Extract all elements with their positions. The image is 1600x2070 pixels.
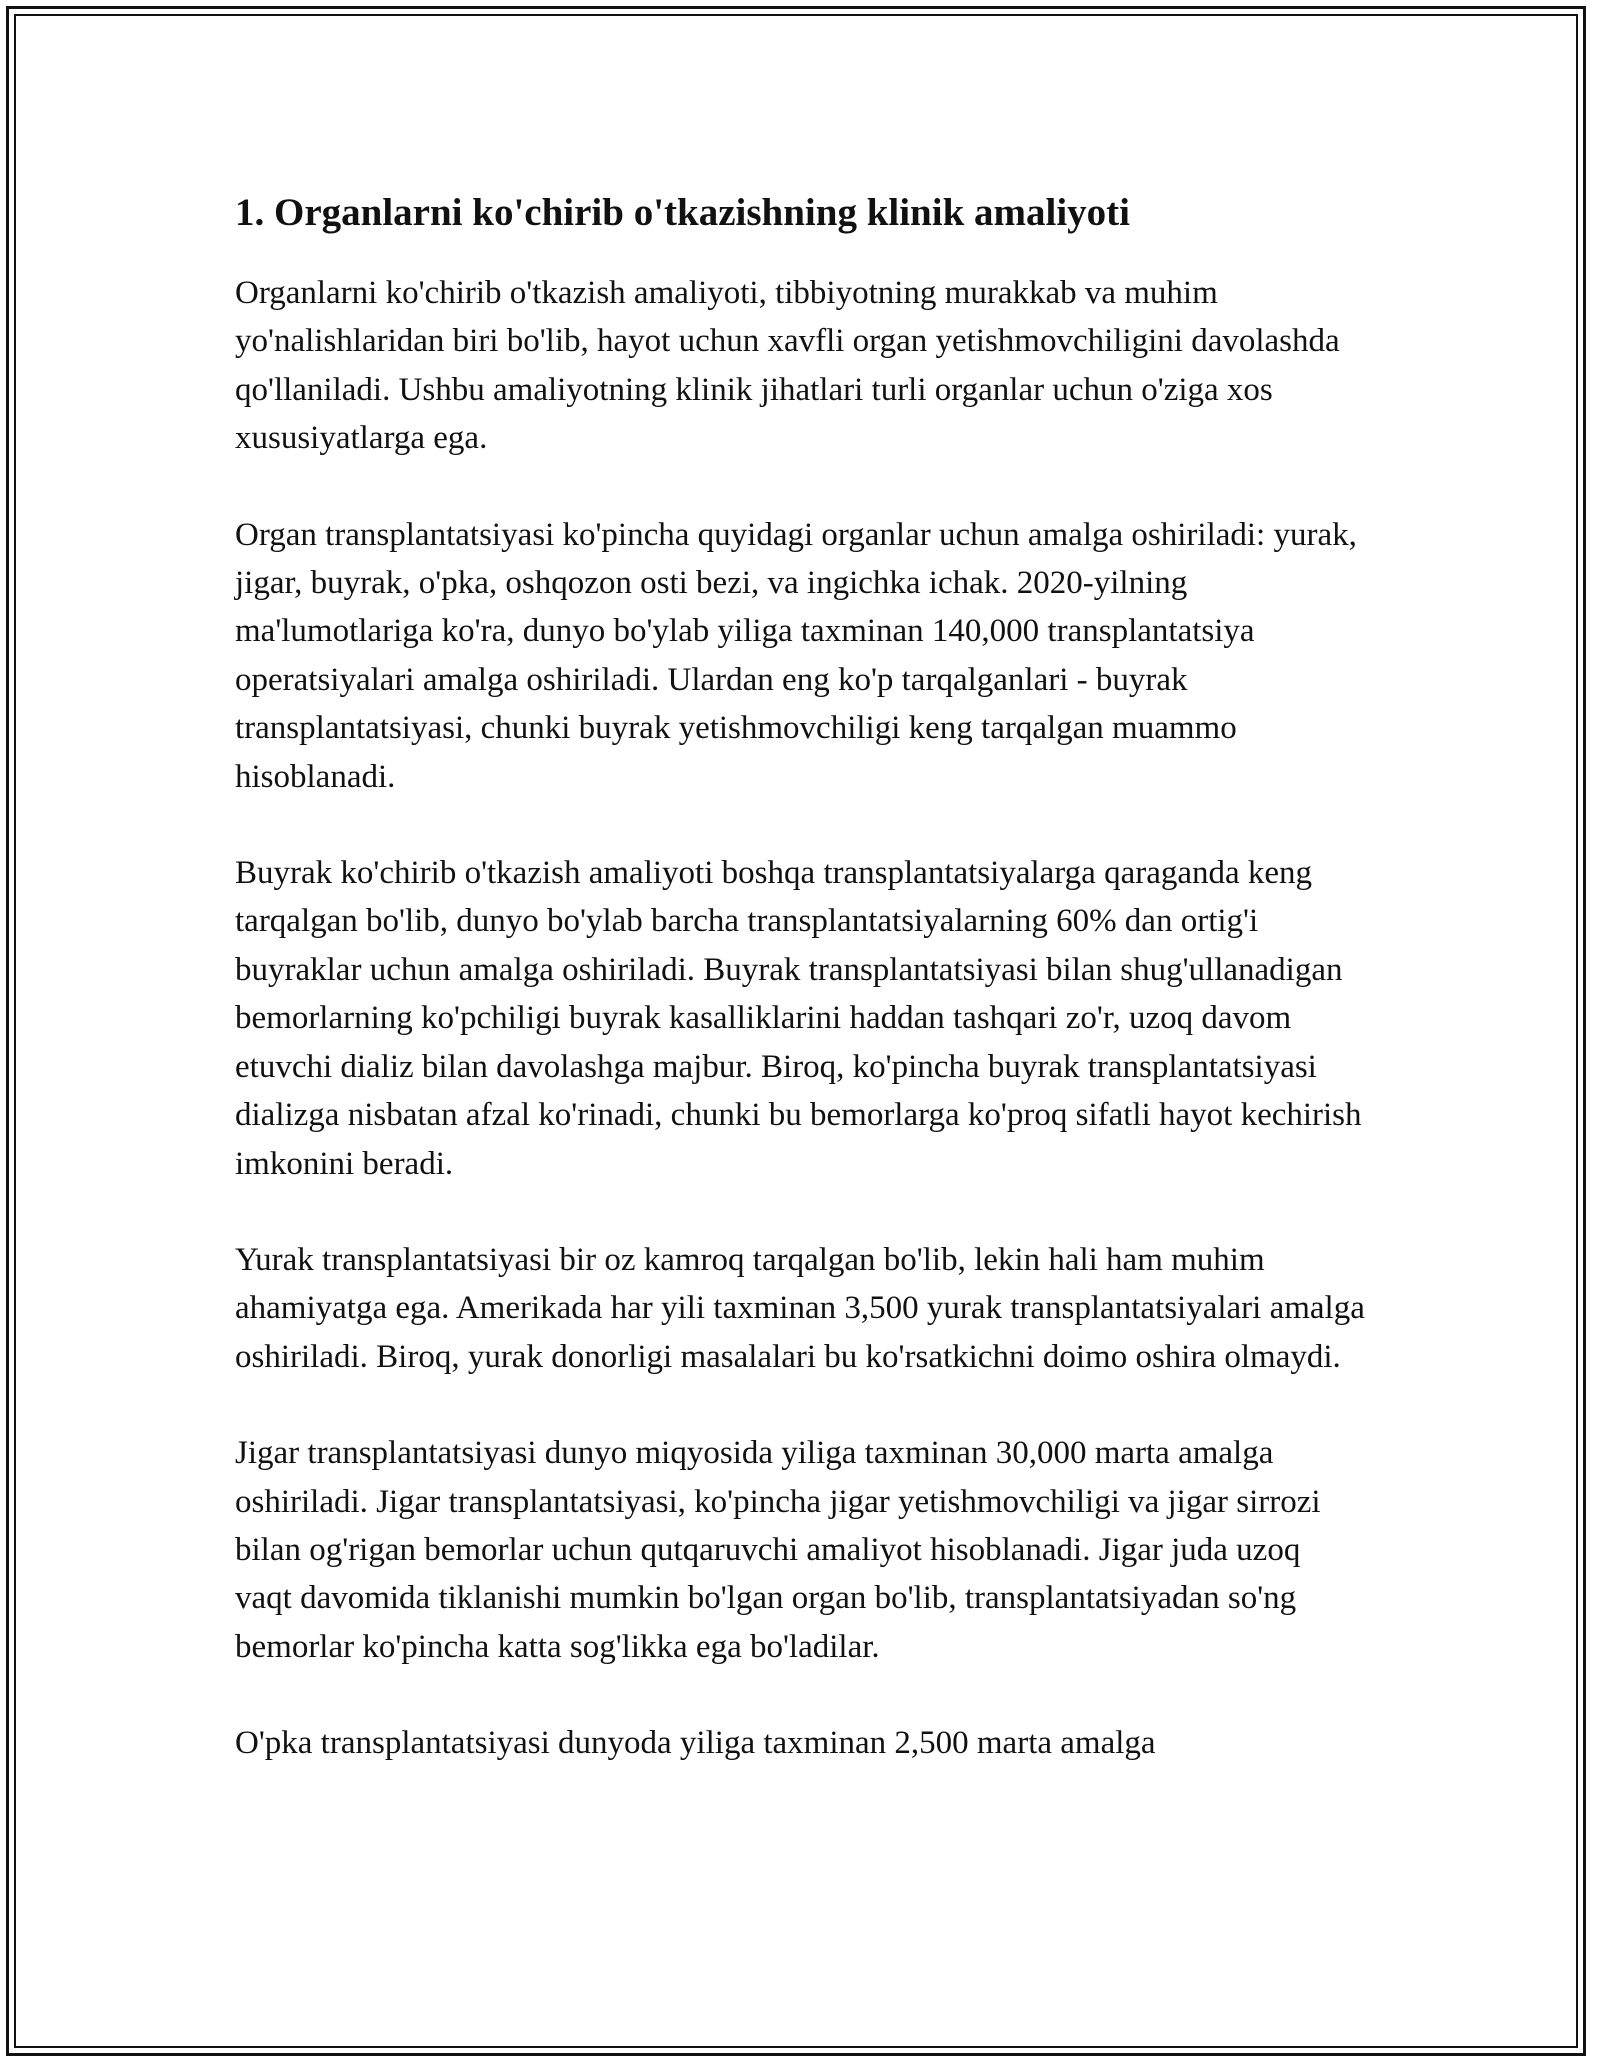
- paragraph-liver: Jigar transplantatsiyasi dunyo miqyosida yiliga taxminan 30,000 marta amalga oshiriladi. Jigar transplantatsiyasi, ko'pincha jigar yetishmovchiligi va jigar sirrozi bilan og'rigan bemorlar uchun qutqaruvchi amaliyot hisoblanadi. Jigar juda uzoq vaqt davomida tiklanishi mumkin bo'lgan organ bo'lib, transplantatsiyadan so'ng bemorlar ko'pincha katta sog'likka ega bo'ladilar.: [235, 1435, 1321, 1665]
- document-body: [235, 185, 1365, 1768]
- paragraph-lung: O'pka transplantatsiyasi dunyoda yiliga taxminan 2,500 marta amalga: [235, 1725, 1156, 1762]
- paragraph-organ-list: Organ transplantatsiyasi ko'pincha quyidagi organlar uchun amalga oshiriladi: yurak, jigar, buyrak, o'pka, oshqozon osti bezi, va ingichka ichak. 2020-yilning ma'lumotlariga ko'ra, dunyo bo'ylab yiliga taxminan 140,000 transplantatsiya operatsiyalari amalga oshiriladi. Ulardan eng ko'p tarqalganlari - buyrak transplantatsiyasi, chunki buyrak yetishmovchiligi keng tarqalgan muammo hisoblanadi.: [235, 516, 1357, 795]
- section-heading: 1. Organlarni ko'chirib o'tkazishning klinik amaliyoti: [235, 191, 1131, 234]
- paragraph-kidney: Buyrak ko'chirib o'tkazish amaliyoti boshqa transplantatsiyalarga qaraganda keng tarqalgan bo'lib, dunyo bo'ylab barcha transplantatsiyalarning 60% dan ortig'i buyraklar uchun amalga oshiriladi. Buyrak transplantatsiyasi bilan shug'ullanadigan bemorlarning ko'pchiligi buyrak kasalliklarini haddan tashqari zo'r, uzoq davom etuvchi dializ bilan davolashga majbur. Biroq, ko'pincha buyrak transplantatsiyasi dializga nisbatan afzal ko'rinadi, chunki bu bemorlarga ko'proq sifatli hayot kechirish imkonini beradi.: [235, 855, 1362, 1182]
- paragraph-intro: Organlarni ko'chirib o'tkazish amaliyoti, tibbiyotning murakkab va muhim yo'nalishlaridan biri bo'lib, hayot uchun xavfli organ yetishmovchiligini davolashda qo'llaniladi. Ushbu amaliyotning klinik jihatlari turli organlar uchun o'ziga xos xususiyatlarga ega.: [235, 275, 1340, 457]
- paragraph-heart: Yurak transplantatsiyasi bir oz kamroq tarqalgan bo'lib, lekin hali ham muhim ahamiyatga ega. Amerikada har yili taxminan 3,500 yurak transplantatsiyalari amalga oshiriladi. Biroq, yurak donorligi masalalari bu ko'rsatkichni doimo oshira olmaydi.: [235, 1241, 1365, 1375]
